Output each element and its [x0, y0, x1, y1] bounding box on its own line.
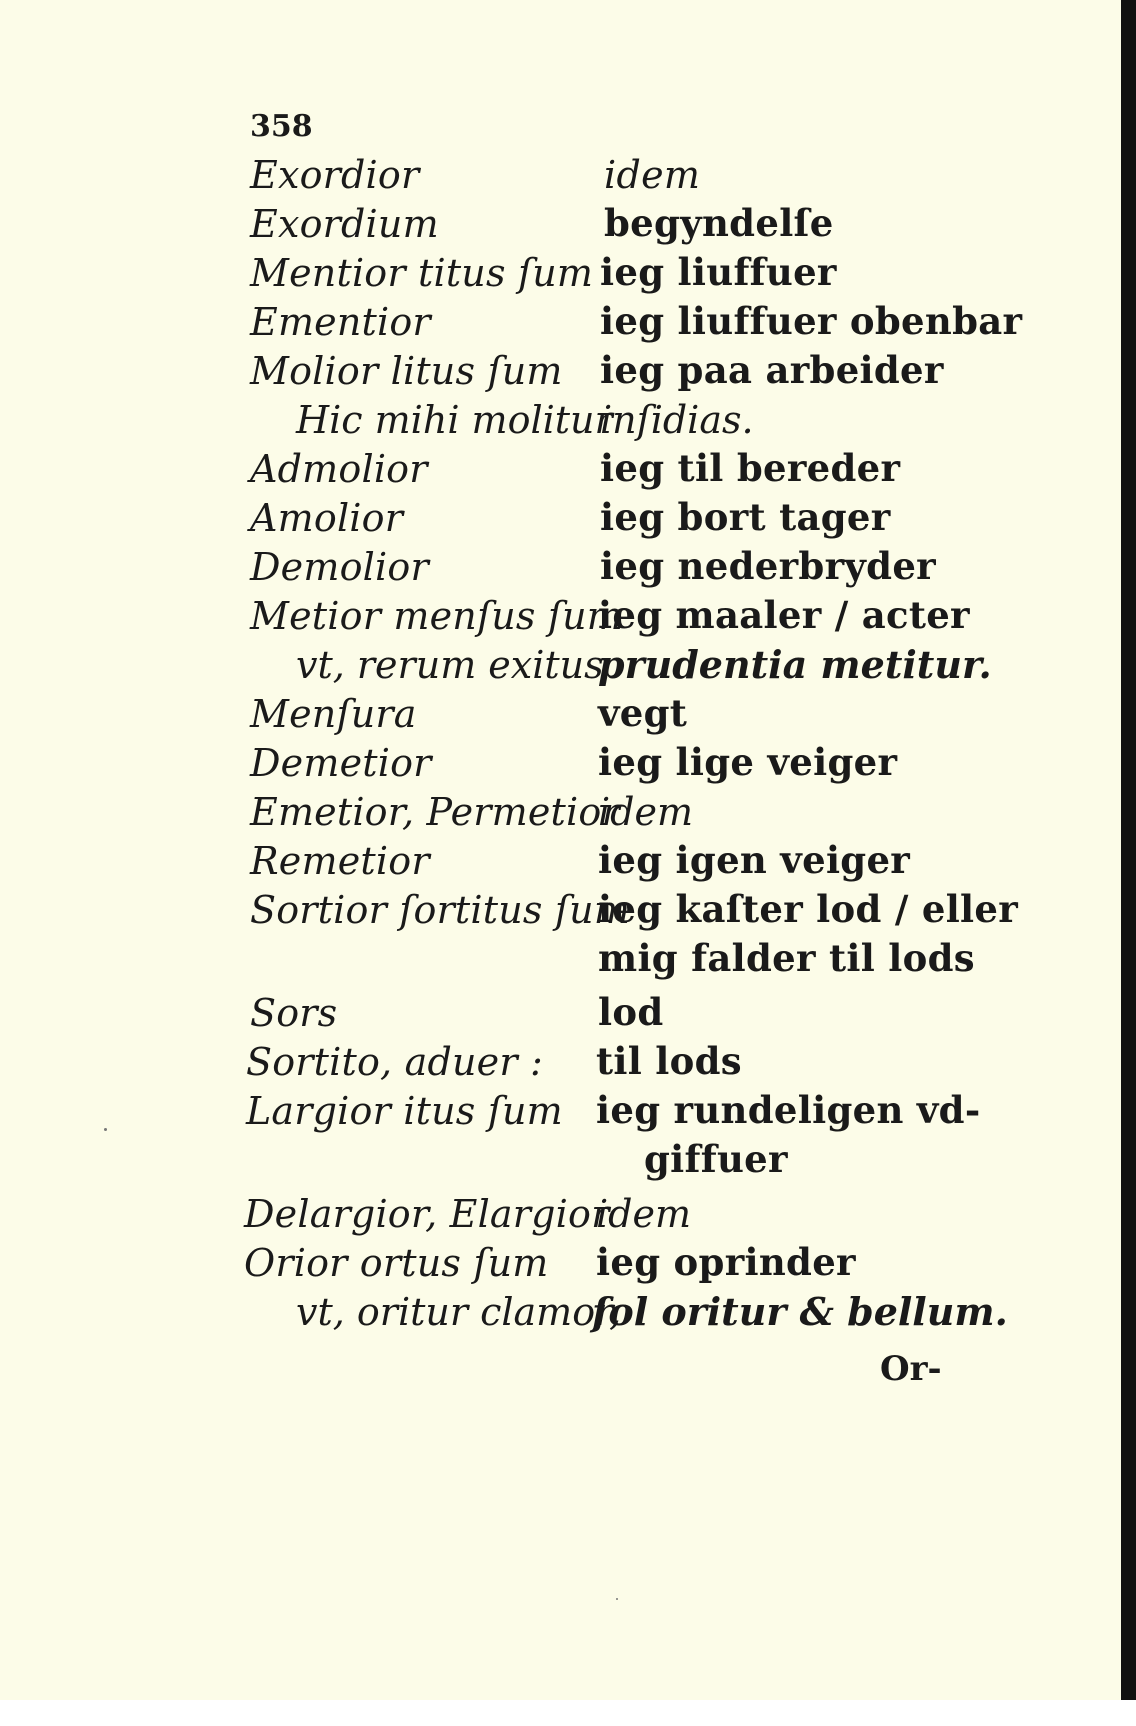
danish-gloss: ieg nederbryder	[600, 544, 936, 588]
example-phrase-continuation: prudentia metitur.	[598, 642, 992, 687]
latin-headword: Orior ortus ſum	[244, 1241, 549, 1285]
danish-gloss: idem	[596, 1192, 691, 1236]
latin-headword: Delargior, Elargior	[244, 1192, 610, 1236]
latin-headword: Demetior	[250, 741, 432, 785]
latin-headword: Amolior	[250, 496, 404, 540]
danish-gloss: idem	[604, 153, 701, 197]
latin-headword: Molior litus ſum	[250, 349, 563, 393]
danish-gloss: ieg maaler / acter	[598, 593, 970, 637]
danish-gloss: ieg oprinder	[596, 1240, 856, 1284]
latin-headword: Largior itus ſum	[246, 1089, 563, 1133]
scan-speck	[104, 1128, 107, 1131]
scan-edge-bottom	[0, 1700, 1136, 1726]
danish-gloss: ieg liuffuer obenbar	[600, 299, 1023, 343]
danish-gloss: idem	[598, 790, 693, 834]
scan-speck	[616, 1598, 618, 1600]
danish-gloss: ieg rundeligen vd-	[596, 1088, 981, 1132]
danish-gloss: ieg bort tager	[600, 495, 891, 539]
latin-headword: Exordium	[250, 202, 439, 246]
latin-headword: Sortito, aduer :	[246, 1040, 543, 1084]
danish-gloss: begyndelſe	[604, 201, 834, 245]
latin-headword: Mentior titus ſum	[250, 251, 594, 295]
danish-gloss: ieg til bereder	[600, 446, 901, 490]
catchword: Or-	[880, 1349, 942, 1389]
latin-headword: Admolior	[250, 447, 428, 491]
danish-gloss: ieg igen veiger	[598, 838, 911, 882]
example-phrase: Hic mihi molitur	[296, 398, 613, 442]
latin-headword: Sortior ſortitus ſum	[250, 888, 631, 932]
latin-headword: Ementior	[250, 300, 431, 344]
danish-gloss-continuation: mig falder til lods	[598, 936, 975, 980]
page-number: 358	[250, 109, 313, 144]
danish-gloss: ieg lige veiger	[598, 740, 898, 784]
danish-gloss: ieg kaſter lod / eller	[598, 887, 1019, 931]
latin-headword: Emetior, Permetior	[250, 790, 620, 834]
danish-gloss: vegt	[598, 691, 688, 735]
danish-gloss-continuation: giffuer	[644, 1137, 788, 1181]
scan-edge-right	[1121, 0, 1136, 1700]
latin-headword: Remetior	[250, 839, 430, 883]
example-phrase-continuation: inſidias.	[600, 398, 754, 442]
example-phrase-continuation: ſol oritur & bellum.	[592, 1289, 1008, 1334]
example-phrase: vt, rerum exitus	[296, 643, 604, 687]
example-phrase: vt, oritur clamor,	[296, 1290, 622, 1334]
latin-headword: Metior menſus ſum	[250, 594, 624, 638]
danish-gloss: ieg paa arbeider	[600, 348, 944, 392]
danish-gloss: ieg liuffuer	[600, 250, 837, 294]
latin-headword: Menſura	[250, 692, 417, 736]
latin-headword: Demolior	[250, 545, 429, 589]
danish-gloss: lod	[598, 990, 664, 1034]
latin-headword: Sors	[250, 991, 338, 1035]
latin-headword: Exordior	[250, 153, 420, 197]
danish-gloss: til lods	[596, 1039, 742, 1083]
